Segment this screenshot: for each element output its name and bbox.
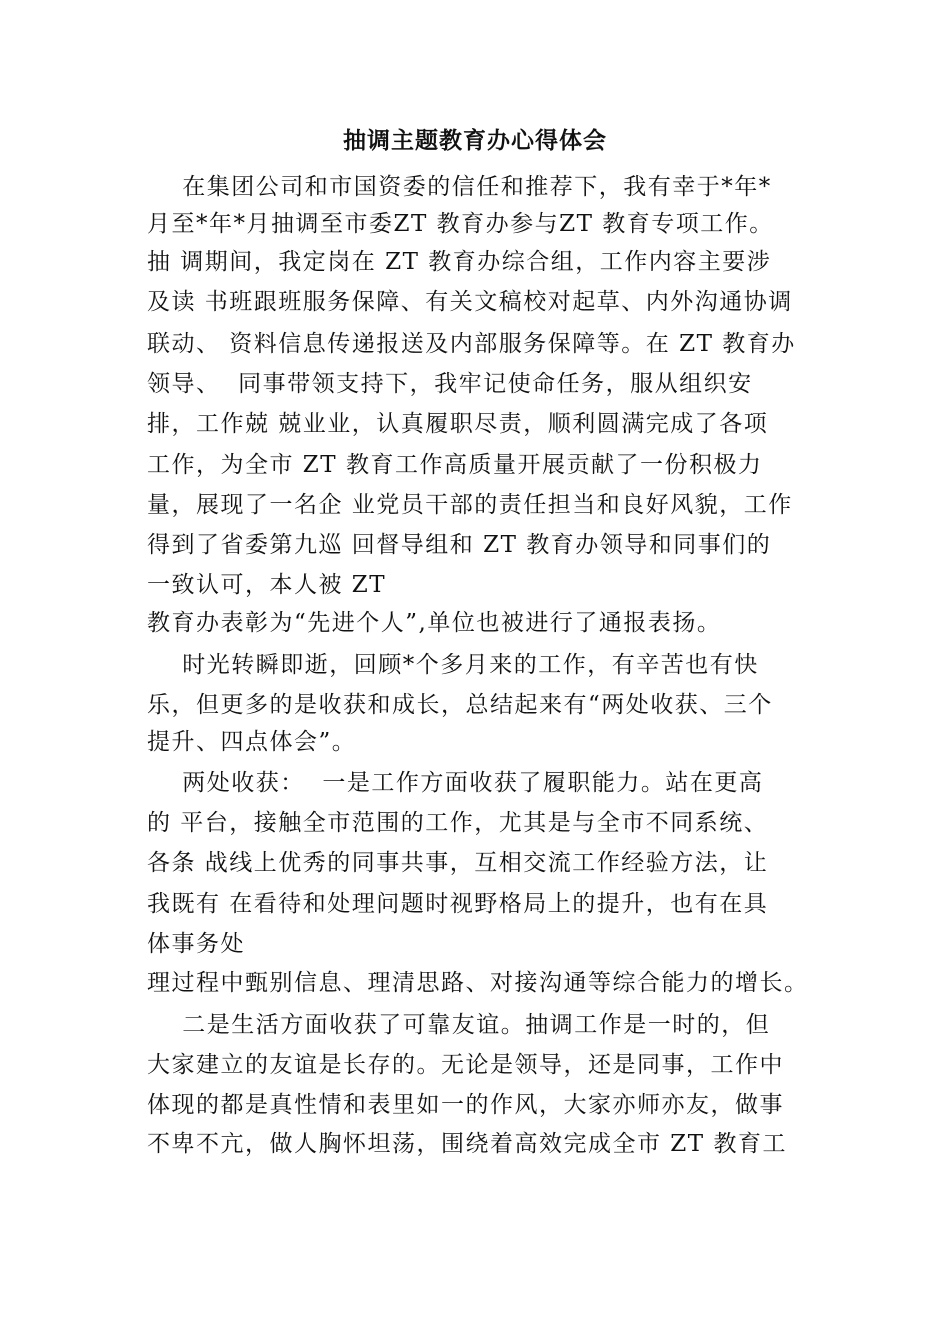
text-line: 一致认可，本人被 ZT	[147, 572, 387, 598]
text-line: 不卑不亢，做人胸怀坦荡，围绕着高效完成全市 ZT 教育工	[147, 1131, 787, 1157]
text-line: 时光转瞬即逝，回顾*个多月来的工作，有辛苦也有快	[147, 652, 759, 678]
text-line: 抽 调期间，我定岗在 ZT 教育办综合组，工作内容主要涉	[147, 249, 772, 275]
text-line: 的 平台，接触全市范围的工作，尤其是与全市不同系统、	[147, 810, 769, 836]
text-line: 及读 书班跟班服务保障、有关文稿校对起草、内外沟通协调	[147, 289, 793, 315]
text-line: 理过程中甄别信息、理清思路、对接沟通等综合能力的增长。	[147, 970, 809, 996]
text-line: 联动、 资料信息传递报送及内部服务保障等。在 ZT 教育办	[147, 331, 796, 357]
text-line: 排，工作兢 兢业业，认真履职尽责，顺利圆满完成了各项	[147, 411, 769, 437]
text-line: 体事务处	[147, 931, 245, 957]
text-line: 得到了省委第九巡 回督导组和 ZT 教育办领导和同事们的	[147, 532, 772, 558]
text-line: 二是生活方面收获了可靠友谊。抽调工作是一时的，但	[147, 1012, 771, 1038]
text-line: 工作，为全市 ZT 教育工作高质量开展贡献了一份积极力	[147, 452, 763, 478]
text-line: 领导、 同事带领支持下，我牢记使命任务，服从组织安	[147, 371, 753, 397]
text-line: 两处收获： 一是工作方面收获了履职能力。站在更高	[147, 770, 764, 796]
text-line: 体现的都是真性情和表里如一的作风，大家亦师亦友，做事	[147, 1092, 784, 1118]
text-line: 我既有 在看待和处理问题时视野格局上的提升，也有在具	[147, 891, 769, 917]
text-line: 在集团公司和市国资委的信任和推荐下，我有幸于*年*	[147, 174, 772, 200]
document-title: 抽调主题教育办心得体会	[343, 127, 607, 154]
text-line: 各条 战线上优秀的同事共事，互相交流工作经验方法，让	[147, 850, 769, 876]
text-line: 大家建立的友谊是长存的。无论是领导，还是同事，工作中	[147, 1052, 784, 1078]
text-line: 乐，但更多的是收获和成长，总结起来有“两处收获、三个	[147, 692, 773, 718]
text-line: 月至*年*月抽调至市委ZT 教育办参与ZT 教育专项工作。	[147, 211, 774, 237]
text-line: 量，展现了一名企 业党员干部的责任担当和良好风貌，工作	[147, 492, 793, 518]
text-line: 教育办表彰为“先进个人”,单位也被进行了通报表扬。	[147, 610, 722, 636]
text-line: 提升、四点体会”。	[147, 729, 357, 755]
